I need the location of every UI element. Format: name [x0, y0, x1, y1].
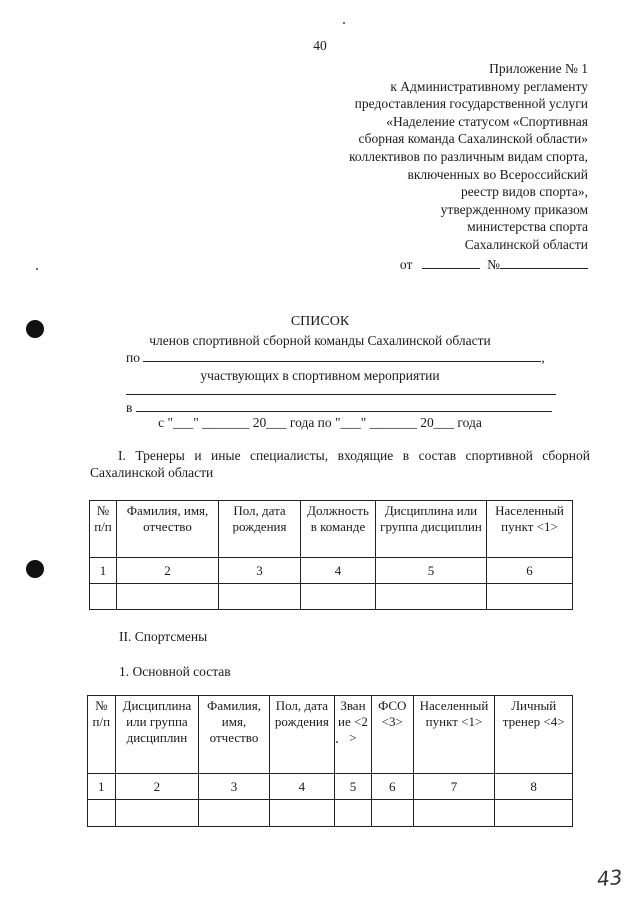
table-row — [88, 774, 573, 800]
column-number: 5 — [376, 558, 487, 584]
punch-hole-bottom — [26, 560, 44, 578]
appendix-date-line — [258, 256, 588, 274]
by-line — [126, 349, 556, 366]
empty-cell — [413, 800, 495, 827]
column-number: 8 — [495, 774, 573, 800]
header-cell: № п/п — [88, 696, 116, 774]
page-number: 40 — [313, 38, 327, 53]
by-suffix: , — [541, 350, 545, 365]
empty-cell — [199, 800, 269, 827]
empty-cell — [376, 584, 487, 610]
header-cell: Пол, дата рождения — [269, 696, 334, 774]
athletes-table — [87, 695, 573, 827]
in-blank — [136, 399, 552, 412]
in-prefix: в — [126, 400, 133, 415]
column-number: 2 — [115, 774, 199, 800]
appendix-line: Приложение № 1 — [489, 61, 588, 76]
column-number: 3 — [219, 558, 301, 584]
column-number: 6 — [371, 774, 413, 800]
appendix-line: реестр видов спорта», — [461, 184, 588, 200]
table-row — [88, 800, 573, 827]
header-cell: Звание <2> — [335, 696, 372, 774]
by-prefix: по — [126, 350, 140, 365]
participating-text: участвующих в спортивном мероприятии — [200, 368, 440, 383]
handwritten-page-number: 43 — [595, 864, 624, 892]
document-subtitle: членов спортивной сборной команды Сахалинской области — [149, 333, 491, 348]
empty-cell — [301, 584, 376, 610]
empty-cell — [88, 800, 116, 827]
column-number: 4 — [301, 558, 376, 584]
column-number: 7 — [413, 774, 495, 800]
column-number: 6 — [487, 558, 573, 584]
empty-cell — [90, 584, 117, 610]
header-cell: Дисциплина или группа дисциплин — [376, 501, 487, 558]
table-header-row — [88, 696, 573, 774]
number-blank — [500, 256, 588, 269]
appendix-line: сборная команда Сахалинской области» — [358, 131, 588, 147]
appendix-line: коллективов по различным видам спорта, — [349, 148, 588, 164]
table-row — [90, 558, 573, 584]
appendix-block — [258, 60, 588, 273]
scan-speck — [36, 268, 38, 270]
empty-cell — [487, 584, 573, 610]
column-number: 1 — [90, 558, 117, 584]
number-prefix: № — [487, 256, 500, 272]
empty-cell — [115, 800, 199, 827]
header-cell: Должность в команде — [301, 501, 376, 558]
date-prefix: от — [399, 256, 413, 272]
appendix-line: утвержденному приказом — [440, 201, 588, 217]
in-line — [126, 399, 556, 416]
document-title: СПИСОК — [290, 314, 350, 329]
table-header-row — [90, 501, 573, 558]
header-cell: Фамилия, имя, отчество — [199, 696, 269, 774]
section2-title: II. Спортсмены — [119, 629, 208, 644]
empty-cell — [269, 800, 334, 827]
dates-line: с "___" _______ 20___ года по "___" _______ 20___ года — [158, 415, 482, 430]
empty-cell — [335, 800, 372, 827]
header-cell: ФСО <3> — [371, 696, 413, 774]
appendix-line: к Административному регламенту — [390, 78, 588, 94]
column-number: 4 — [269, 774, 334, 800]
column-number: 2 — [117, 558, 219, 584]
empty-cell — [219, 584, 301, 610]
blank-line — [126, 394, 556, 395]
header-cell: № п/п — [90, 501, 117, 558]
scan-speck — [343, 22, 345, 24]
section2-subtitle: 1. Основной состав — [119, 664, 231, 679]
date-blank — [422, 256, 480, 269]
header-cell: Фамилия, имя, отчество — [117, 501, 219, 558]
column-number: 5 — [335, 774, 372, 800]
appendix-line: Сахалинской области — [464, 236, 588, 252]
header-cell: Дисциплина или группа дисциплин — [115, 696, 199, 774]
appendix-line: включенных во Всероссийский — [407, 166, 588, 182]
header-cell: Населенный пункт <1> — [487, 501, 573, 558]
appendix-line: министерства спорта — [467, 219, 588, 235]
by-blank — [143, 349, 541, 362]
staff-table — [89, 500, 573, 610]
empty-cell — [495, 800, 573, 827]
column-number: 3 — [199, 774, 269, 800]
empty-cell — [371, 800, 413, 827]
table-row — [90, 584, 573, 610]
header-cell: Пол, дата рождения — [219, 501, 301, 558]
header-cell: Населенный пункт <1> — [413, 696, 495, 774]
appendix-line: предоставления государственной услуги — [354, 96, 588, 112]
section1-title: I. Тренеры и иные специалисты, входящие в состав спортивной сборной Сахалинской области — [90, 448, 590, 480]
column-number: 1 — [88, 774, 116, 800]
appendix-line: «Наделение статусом «Спортивная — [386, 113, 588, 129]
header-cell: Личный тренер <4> — [495, 696, 573, 774]
empty-cell — [117, 584, 219, 610]
